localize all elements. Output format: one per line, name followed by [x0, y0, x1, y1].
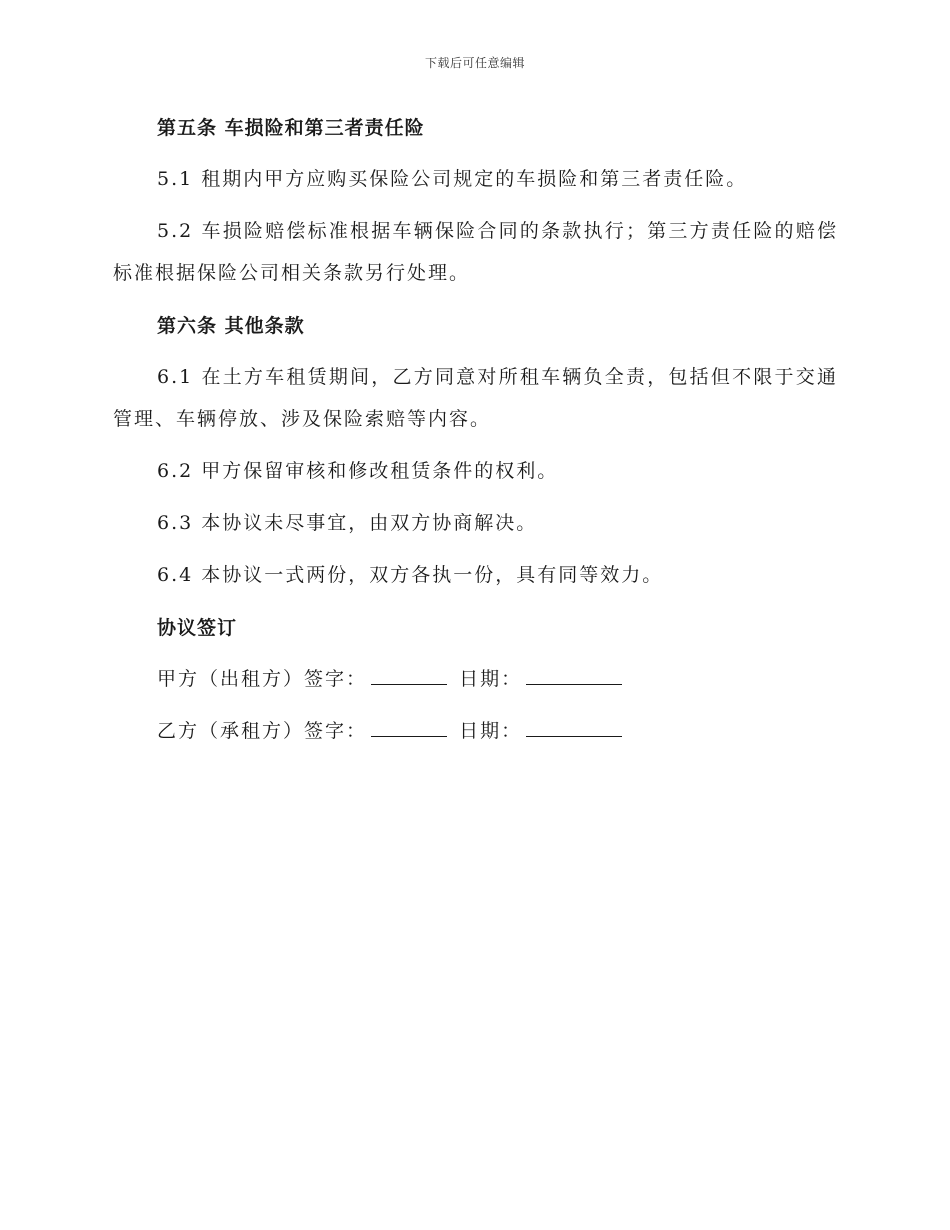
party-a-signature-line — [371, 683, 447, 685]
clause-5-1: 5.1 租期内甲方应购买保险公司规定的车损险和第三者责任险。 — [157, 168, 748, 190]
section-5-title: 第五条 车损险和第三者责任险 — [157, 117, 425, 139]
clause-6-2: 6.2 甲方保留审核和修改租赁条件的权利。 — [157, 460, 559, 482]
document-body — [113, 108, 838, 752]
party-b-date-label: 日期： — [459, 720, 523, 742]
signing-title: 协议签订 — [157, 617, 238, 639]
party-b-signature-row — [113, 710, 838, 752]
header-note: 下载后可任意编辑 — [424, 56, 525, 70]
party-a-date-label: 日期： — [459, 668, 523, 690]
clause-5-2: 5.2 车损险赔偿标准根据车辆保险合同的条款执行；第三方责任险的赔偿标准根据保险公司相关条款另行处理。 — [113, 220, 838, 284]
party-a-signature-label: 甲方（出租方）签字： — [157, 668, 368, 690]
party-b-signature-label: 乙方（承租方）签字： — [157, 720, 368, 742]
party-b-signature-line — [371, 735, 447, 737]
clause-6-3: 6.3 本协议未尽事宜，由双方协商解决。 — [157, 512, 538, 534]
clause-6-4: 6.4 本协议一式两份，双方各执一份，具有同等效力。 — [157, 564, 664, 586]
party-a-date-line — [526, 683, 622, 685]
clause-6-1: 6.1 在土方车租赁期间，乙方同意对所租车辆负全责，包括但不限于交通管理、车辆停放、涉及保险索赔等内容。 — [113, 366, 838, 430]
party-a-signature-row — [113, 658, 838, 700]
section-6-title: 第六条 其他条款 — [157, 315, 305, 337]
party-b-date-line — [526, 735, 622, 737]
